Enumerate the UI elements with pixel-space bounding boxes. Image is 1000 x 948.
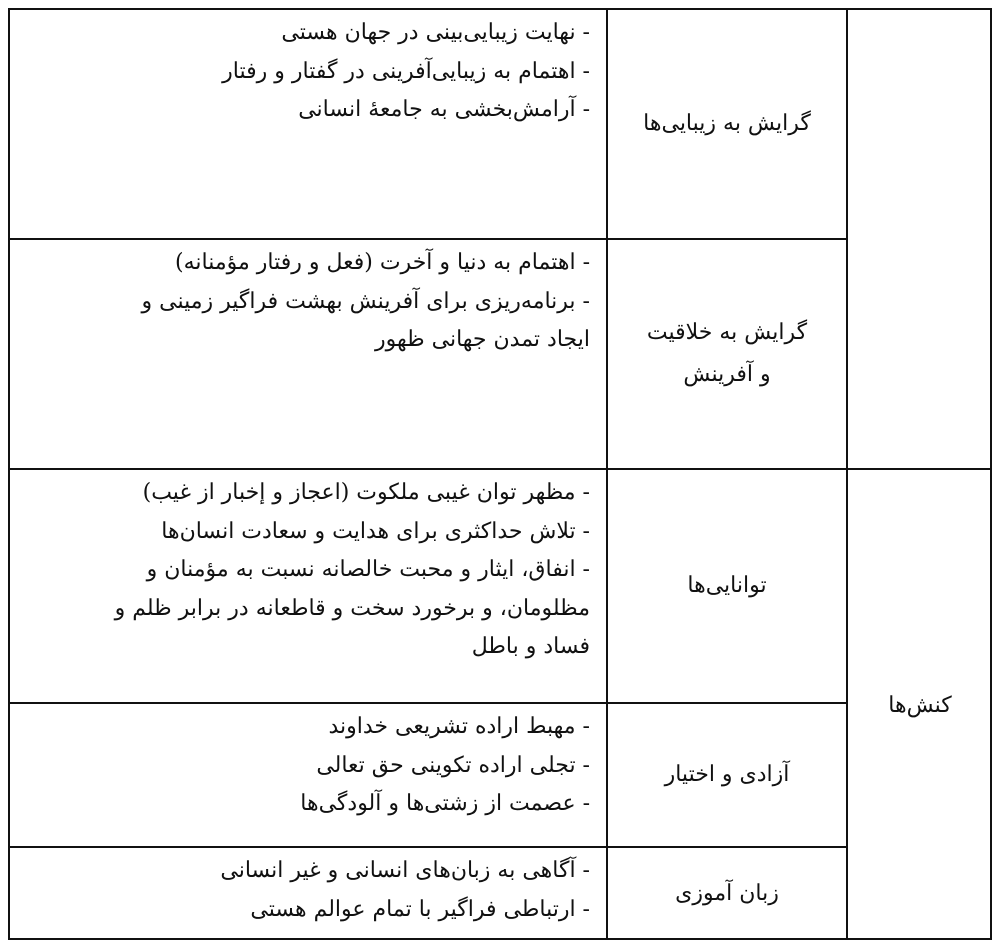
row-name-cell [608, 704, 846, 846]
desc-line: فساد و باطل [471, 634, 590, 659]
desc-line: - عصمت از زشتی‌ها و آلودگی‌ها [300, 791, 590, 816]
row-name-cell [608, 10, 846, 238]
desc-line: - انفاق، ایثار و محبت خالصانه نسبت به مؤمنان و [146, 557, 590, 582]
desc-line: - اهتمام به زیبایی‌آفرینی در گفتار و رفتار [222, 58, 590, 84]
attributes-table [8, 8, 992, 940]
row-name-cell [608, 848, 846, 940]
row-desc-cell [10, 240, 606, 468]
row-name: آزادی و اختیار [664, 762, 790, 787]
row-desc-cell [10, 10, 606, 238]
desc-line: - نهایت زیبایی‌بینی در جهان هستی [281, 20, 590, 45]
desc-line: - تجلی اراده تکوینی حق تعالی [316, 752, 590, 778]
group-label: کنش‌ها [888, 692, 952, 718]
row-name: زبان آموزی [675, 881, 779, 906]
group-label-cell [848, 10, 992, 468]
desc-line: - ارتباطی فراگیر با تمام عوالم هستی [250, 896, 590, 922]
desc-line: - اهتمام به دنیا و آخرت (فعل و رفتار مؤمنانه) [174, 250, 590, 275]
row-name: گرایش به خلاقیت و آفرینش [646, 320, 808, 387]
group-label-cell [848, 470, 992, 940]
row-name-cell [608, 470, 846, 702]
desc-line: - مظهر توان غیبی ملکوت (اعجاز و إخبار از غیب) [142, 480, 590, 505]
desc-line: - آگاهی به زبان‌های انسانی و غیر انسانی [220, 858, 590, 883]
desc-line: - مهبط اراده تشریعی خداوند [328, 714, 590, 739]
desc-line: - برنامه‌ریزی برای آفرینش بهشت فراگیر زمینی و [141, 288, 590, 314]
desc-line: مظلومان، و برخورد سخت و قاطعانه در برابر ظلم و [114, 595, 590, 621]
desc-line: - تلاش حداکثری برای هدایت و سعادت انسان‌ها [161, 518, 590, 544]
row-name: توانایی‌ها [687, 573, 767, 598]
row-name-cell [608, 240, 846, 468]
desc-line: ایجاد تمدن جهانی ظهور [374, 327, 590, 352]
row-name: گرایش به زیبایی‌ها [643, 111, 811, 136]
desc-line: - آرامش‌بخشی به جامعهٔ انسانی [298, 97, 590, 122]
row-desc-cell [10, 704, 606, 846]
row-desc-cell [10, 848, 606, 940]
row-desc-cell [10, 470, 606, 702]
